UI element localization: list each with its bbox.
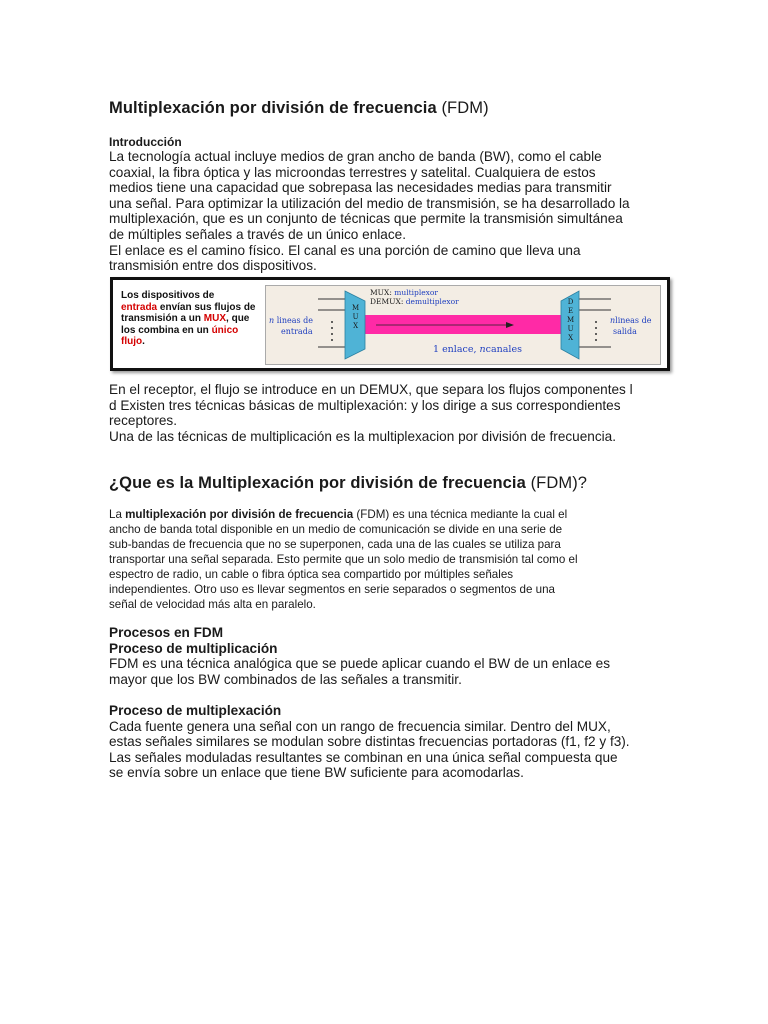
- figure-caption: Los dispositivos de entrada envían sus flujos de transmisión a un MUX, que los combina en un único flujo.: [121, 290, 256, 347]
- multiplexing-line: Las señales moduladas resultantes se combinan en una única señal compuesta que: [109, 749, 618, 765]
- intro-line: medios tiene una capacidad que sobrepasa las necesidades medias para transmitir: [109, 180, 612, 196]
- intro-label: Introducción: [109, 135, 182, 149]
- mux-legend: MUX: multiplexor DEMUX: demultiplexor: [370, 288, 459, 306]
- mux-diagram-figure: [110, 277, 670, 371]
- link-bar: [364, 315, 562, 334]
- receiver-section: [109, 382, 669, 444]
- receiver-line: Una de las técnicas de multiplicación es la multiplexacion por división de frecuencia.: [109, 428, 617, 444]
- multiplication-heading: Proceso de multiplicación: [109, 640, 278, 656]
- processes-section: [109, 625, 669, 781]
- definition-first-line: La multiplexación por división de frecuencia (FDM) es una técnica mediante la cual el: [109, 508, 568, 521]
- intro-line: multiplexación, que es un conjunto de técnicas que permite la transmisión simultánea: [109, 211, 623, 227]
- intro-line: coaxial, la fibra óptica y las microondas terrestres y satelital. Cualquiera de estos: [109, 164, 596, 180]
- page-title: [109, 99, 489, 118]
- intro-line: una señal. Para optimizar la utilización del medio de transmisión, se ha desarrollado la: [109, 195, 630, 211]
- section-title-fdm: ¿Que es la Multiplexación por división de frecuencia (FDM)?: [109, 474, 588, 492]
- title-bold: Multiplexación por división de frecuencia: [109, 99, 437, 117]
- intro-text: [109, 149, 669, 274]
- definition-line: espectro de radio, un cable o fibra óptica sea compartido por múltiples señales: [109, 568, 514, 581]
- fdm-definition: [109, 507, 669, 612]
- mux-letters: M U X: [352, 304, 360, 330]
- intro-line: transmisión entre dos dispositivos.: [109, 258, 317, 274]
- intro-section: [109, 135, 669, 274]
- title-light: (FDM): [441, 99, 489, 117]
- demux-letters: D E M U X: [567, 298, 575, 342]
- receiver-line: d Existen tres técnicas básicas de multiplexación: y los dirige a sus correspondientes: [109, 397, 621, 413]
- definition-line: señal de velocidad más alta en paralelo.: [109, 598, 316, 611]
- multiplication-line: mayor que los BW combinados de las señales a transmitir.: [109, 671, 462, 687]
- intro-line: La tecnología actual incluye medios de gran ancho de banda (BW), como el cable: [109, 149, 602, 164]
- multiplication-line: FDM es una técnica analógica que se puede aplicar cuando el BW de un enlace es: [109, 656, 611, 672]
- receiver-line: receptores.: [109, 413, 178, 429]
- intro-line: de múltiples señales a través de un único enlace.: [109, 226, 406, 242]
- multiplexing-heading: Proceso de multiplexación: [109, 702, 282, 718]
- receiver-line: En el receptor, el flujo se introduce en un DEMUX, que separa los flujos componentes l: [109, 382, 633, 397]
- input-lines-label: n lineas de entrada: [269, 316, 313, 336]
- definition-line: sub-bandas de frecuencia que no se superponen, cada una de las cuales se utiliza para: [109, 538, 561, 551]
- definition-line: ancho de banda total disponible en un medio de comunicación se divide en una serie de: [109, 523, 563, 536]
- processes-heading: Procesos en FDM: [109, 625, 224, 640]
- multiplexing-line: estas señales similares se modulan sobre distintas frecuencias portadoras (f1, f2 y f3).: [109, 734, 630, 750]
- definition-line: independientes. Otro uso es llevar segmentos en serie separados o segmentos de una: [109, 583, 555, 596]
- link-label: 1 enlace, ncanales: [433, 344, 522, 355]
- intro-line: El enlace es el camino físico. El canal es una porción de camino que lleva una: [109, 242, 581, 258]
- diagram-panel: [265, 285, 661, 365]
- multiplexing-line: Cada fuente genera una señal con un rango de frecuencia similar. Dentro del MUX,: [109, 718, 611, 734]
- multiplexing-line: se envía sobre un enlace que tiene BW suficiente para acomodarlas.: [109, 765, 524, 781]
- definition-line: transportar una señal separada. Esto permite que un solo medio de transmisión tal como el: [109, 553, 578, 566]
- output-lines-label: nlineas de salida: [610, 316, 652, 336]
